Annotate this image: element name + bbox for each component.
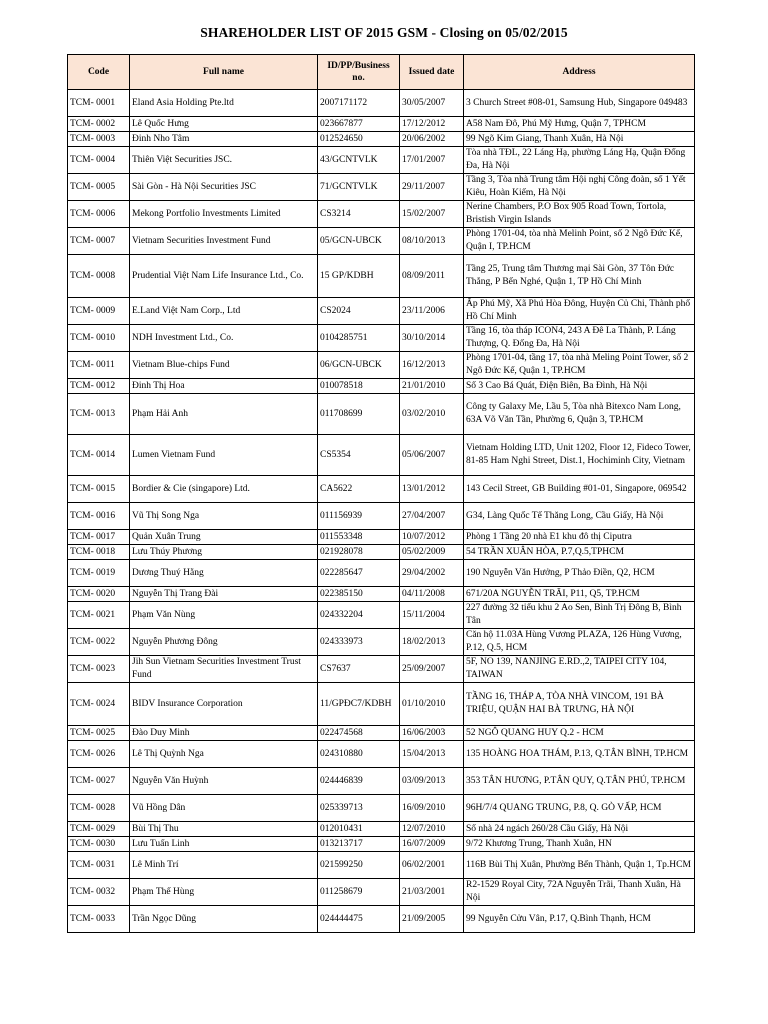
cell-code: TCM- 0009 xyxy=(68,298,130,325)
cell-full-name: Lê Minh Trí xyxy=(130,852,318,879)
cell-id-number: 023667877 xyxy=(318,117,400,132)
table-row xyxy=(68,545,695,560)
table-row xyxy=(68,587,695,602)
cell-id-number: 021928078 xyxy=(318,545,400,560)
cell-full-name: Dương Thuý Hằng xyxy=(130,560,318,587)
header-code: Code xyxy=(68,55,130,90)
cell-code: TCM- 0027 xyxy=(68,768,130,795)
cell-full-name: Trần Ngọc Dũng xyxy=(130,906,318,933)
cell-full-name: Đào Duy Minh xyxy=(130,726,318,741)
cell-code: TCM- 0032 xyxy=(68,879,130,906)
cell-id-number: 024332204 xyxy=(318,602,400,629)
cell-full-name: Vũ Thị Song Nga xyxy=(130,503,318,530)
cell-id-number: 43/GCNTVLK xyxy=(318,147,400,174)
cell-issued-date: 25/09/2007 xyxy=(400,656,464,683)
table-row xyxy=(68,852,695,879)
cell-address: 135 HOÀNG HOA THÁM, P.13, Q.TÂN BÌNH, TP.HCM xyxy=(464,741,695,768)
cell-id-number: 05/GCN-UBCK xyxy=(318,228,400,255)
table-row xyxy=(68,90,695,117)
table-row xyxy=(68,768,695,795)
header-id-number: ID/PP/Business no. xyxy=(318,55,400,90)
cell-code: TCM- 0012 xyxy=(68,379,130,394)
cell-address: 3 Church Street #08-01, Samsung Hub, Singapore 049483 xyxy=(464,90,695,117)
table-row xyxy=(68,726,695,741)
cell-id-number: CS7637 xyxy=(318,656,400,683)
cell-address: Tầng 3, Tòa nhà Trung tâm Hội nghị Công đoàn, số 1 Yết Kiêu, Hoàn Kiếm, Hà Nội xyxy=(464,174,695,201)
cell-code: TCM- 0023 xyxy=(68,656,130,683)
cell-id-number: CA5622 xyxy=(318,476,400,503)
cell-code: TCM- 0016 xyxy=(68,503,130,530)
cell-code: TCM- 0019 xyxy=(68,560,130,587)
cell-issued-date: 04/11/2008 xyxy=(400,587,464,602)
cell-code: TCM- 0020 xyxy=(68,587,130,602)
cell-full-name: Nguyễn Phương Đông xyxy=(130,629,318,656)
cell-issued-date: 20/06/2002 xyxy=(400,132,464,147)
cell-full-name: Prudential Việt Nam Life Insurance Ltd., Co. xyxy=(130,255,318,298)
cell-full-name: Eland Asia Holding Pte.ltd xyxy=(130,90,318,117)
cell-full-name: Đinh Nho Tâm xyxy=(130,132,318,147)
cell-id-number: 013213717 xyxy=(318,837,400,852)
page-title: SHAREHOLDER LIST OF 2015 GSM - Closing on 05/02/2015 xyxy=(200,25,568,40)
cell-id-number: 010078518 xyxy=(318,379,400,394)
cell-id-number: CS5354 xyxy=(318,435,400,476)
table-row xyxy=(68,255,695,298)
cell-code: TCM- 0004 xyxy=(68,147,130,174)
header-full-name: Full name xyxy=(130,55,318,90)
cell-address: Vietnam Holding LTD, Unit 1202, Floor 12, Fideco Tower, 81-85 Ham Nghi Street, Dist.1, Hochiminh City, Vietnam xyxy=(464,435,695,476)
cell-address: Nerine Chambers, P.O Box 905 Road Town, Tortola, Bristish Virgin Islands xyxy=(464,201,695,228)
cell-full-name: Phạm Văn Nùng xyxy=(130,602,318,629)
table-row xyxy=(68,629,695,656)
cell-full-name: NDH Investment Ltd., Co. xyxy=(130,325,318,352)
cell-address: Số 3 Cao Bá Quát, Điện Biên, Ba Đình, Hà Nội xyxy=(464,379,695,394)
cell-address: 227 đường 32 tiểu khu 2 Ao Sen, Bình Trị Đông B, Bình Tân xyxy=(464,602,695,629)
table-row xyxy=(68,530,695,545)
cell-id-number: 011258679 xyxy=(318,879,400,906)
table-row xyxy=(68,325,695,352)
cell-address: Phòng 1701-04, tòa nhà Melinh Point, số 2 Ngô Đức Kế, Quận I, TP.HCM xyxy=(464,228,695,255)
cell-full-name: Mekong Portfolio Investments Limited xyxy=(130,201,318,228)
cell-full-name: Lưu Tuấn Linh xyxy=(130,837,318,852)
table-row xyxy=(68,503,695,530)
table-row xyxy=(68,837,695,852)
cell-issued-date: 21/03/2001 xyxy=(400,879,464,906)
table-row xyxy=(68,394,695,435)
cell-id-number: 011708699 xyxy=(318,394,400,435)
cell-full-name: Lumen Vietnam Fund xyxy=(130,435,318,476)
table-row xyxy=(68,906,695,933)
cell-address: Công ty Galaxy Me, Lầu 5, Tòa nhà Bitexco Nam Long, 63A Võ Văn Tần, Phường 6, Quận 3, TP.HCM xyxy=(464,394,695,435)
cell-code: TCM- 0013 xyxy=(68,394,130,435)
cell-id-number: CS3214 xyxy=(318,201,400,228)
cell-code: TCM- 0024 xyxy=(68,683,130,726)
cell-full-name: Nguyễn Văn Huỳnh xyxy=(130,768,318,795)
cell-code: TCM- 0003 xyxy=(68,132,130,147)
cell-issued-date: 16/09/2010 xyxy=(400,795,464,822)
cell-issued-date: 17/01/2007 xyxy=(400,147,464,174)
cell-full-name: Quản Xuân Trung xyxy=(130,530,318,545)
cell-address: 143 Cecil Street, GB Building #01-01, Singapore, 069542 xyxy=(464,476,695,503)
cell-issued-date: 21/09/2005 xyxy=(400,906,464,933)
cell-code: TCM- 0028 xyxy=(68,795,130,822)
cell-issued-date: 05/06/2007 xyxy=(400,435,464,476)
table-row xyxy=(68,795,695,822)
cell-full-name: Jih Sun Vietnam Securities Investment Trust Fund xyxy=(130,656,318,683)
cell-address: 96H/7/4 QUANG TRUNG, P.8, Q. GÒ VẤP, HCM xyxy=(464,795,695,822)
header-address: Address xyxy=(464,55,695,90)
cell-issued-date: 03/02/2010 xyxy=(400,394,464,435)
cell-full-name: Lê Thị Quỳnh Nga xyxy=(130,741,318,768)
cell-issued-date: 30/05/2007 xyxy=(400,90,464,117)
cell-id-number: 011156939 xyxy=(318,503,400,530)
cell-full-name: Sài Gòn - Hà Nội Securities JSC xyxy=(130,174,318,201)
cell-code: TCM- 0018 xyxy=(68,545,130,560)
cell-id-number: 024446839 xyxy=(318,768,400,795)
cell-issued-date: 08/09/2011 xyxy=(400,255,464,298)
cell-id-number: 012524650 xyxy=(318,132,400,147)
cell-issued-date: 27/04/2007 xyxy=(400,503,464,530)
cell-issued-date: 10/07/2012 xyxy=(400,530,464,545)
cell-code: TCM- 0006 xyxy=(68,201,130,228)
table-row xyxy=(68,879,695,906)
cell-address: 671/20A NGUYỄN TRÃI, P11, Q5, TP.HCM xyxy=(464,587,695,602)
cell-address: G34, Làng Quốc Tế Thăng Long, Cầu Giấy, Hà Nội xyxy=(464,503,695,530)
cell-full-name: Thiên Việt Securities JSC. xyxy=(130,147,318,174)
cell-code: TCM- 0007 xyxy=(68,228,130,255)
cell-issued-date: 29/04/2002 xyxy=(400,560,464,587)
cell-issued-date: 01/10/2010 xyxy=(400,683,464,726)
cell-issued-date: 17/12/2012 xyxy=(400,117,464,132)
cell-id-number: 022285647 xyxy=(318,560,400,587)
cell-code: TCM- 0011 xyxy=(68,352,130,379)
table-row xyxy=(68,174,695,201)
cell-code: TCM- 0010 xyxy=(68,325,130,352)
cell-issued-date: 16/06/2003 xyxy=(400,726,464,741)
cell-id-number: CS2024 xyxy=(318,298,400,325)
cell-address: Ấp Phú Mỹ, Xã Phú Hòa Đông, Huyện Củ Chi, Thành phố Hồ Chí Minh xyxy=(464,298,695,325)
cell-code: TCM- 0001 xyxy=(68,90,130,117)
table-row xyxy=(68,476,695,503)
table-row xyxy=(68,560,695,587)
cell-code: TCM- 0025 xyxy=(68,726,130,741)
cell-id-number: 06/GCN-UBCK xyxy=(318,352,400,379)
cell-issued-date: 30/10/2014 xyxy=(400,325,464,352)
cell-address: 99 Ngõ Kim Giang, Thanh Xuân, Hà Nội xyxy=(464,132,695,147)
cell-address: 99 Nguyễn Cửu Vân, P.17, Q.Bình Thạnh, HCM xyxy=(464,906,695,933)
cell-code: TCM- 0021 xyxy=(68,602,130,629)
cell-address: 52 NGÔ QUANG HUY Q.2 - HCM xyxy=(464,726,695,741)
cell-code: TCM- 0029 xyxy=(68,822,130,837)
cell-id-number: 71/GCNTVLK xyxy=(318,174,400,201)
cell-issued-date: 16/12/2013 xyxy=(400,352,464,379)
cell-full-name: Đinh Thị Hoa xyxy=(130,379,318,394)
cell-code: TCM- 0005 xyxy=(68,174,130,201)
table-row xyxy=(68,147,695,174)
table-row xyxy=(68,352,695,379)
cell-id-number: 024333973 xyxy=(318,629,400,656)
cell-full-name: Bùi Thị Thu xyxy=(130,822,318,837)
cell-issued-date: 18/02/2013 xyxy=(400,629,464,656)
table-row xyxy=(68,117,695,132)
table-row xyxy=(68,435,695,476)
cell-id-number: 012010431 xyxy=(318,822,400,837)
cell-issued-date: 29/11/2007 xyxy=(400,174,464,201)
cell-address: TẦNG 16, THÁP A, TÒA NHÀ VINCOM, 191 BÀ TRIỆU, QUẬN HAI BÀ TRƯNG, HÀ NỘI xyxy=(464,683,695,726)
cell-full-name: Phạm Hải Anh xyxy=(130,394,318,435)
cell-code: TCM- 0017 xyxy=(68,530,130,545)
cell-code: TCM- 0026 xyxy=(68,741,130,768)
cell-id-number: 15 GP/KDBH xyxy=(318,255,400,298)
table-row xyxy=(68,656,695,683)
table-row xyxy=(68,683,695,726)
cell-code: TCM- 0002 xyxy=(68,117,130,132)
table-row xyxy=(68,132,695,147)
cell-address: 116B Bùi Thị Xuân, Phường Bến Thành, Quận 1, Tp.HCM xyxy=(464,852,695,879)
cell-address: Tòa nhà TĐL, 22 Láng Hạ, phường Láng Hạ, Quận Đống Đa, Hà Nội xyxy=(464,147,695,174)
cell-address: Căn hộ 11.03A Hùng Vương PLAZA, 126 Hùng Vương, P.12, Q.5, HCM xyxy=(464,629,695,656)
cell-address: Phòng 1 Tầng 20 nhà E1 khu đô thị Ciputra xyxy=(464,530,695,545)
cell-issued-date: 08/10/2013 xyxy=(400,228,464,255)
cell-full-name: Phạm Thế Hùng xyxy=(130,879,318,906)
cell-issued-date: 13/01/2012 xyxy=(400,476,464,503)
table-row xyxy=(68,822,695,837)
cell-full-name: BIDV Insurance Corporation xyxy=(130,683,318,726)
table-row xyxy=(68,228,695,255)
cell-issued-date: 12/07/2010 xyxy=(400,822,464,837)
cell-id-number: 2007171172 xyxy=(318,90,400,117)
cell-issued-date: 15/11/2004 xyxy=(400,602,464,629)
cell-issued-date: 03/09/2013 xyxy=(400,768,464,795)
cell-issued-date: 06/02/2001 xyxy=(400,852,464,879)
cell-issued-date: 15/04/2013 xyxy=(400,741,464,768)
cell-full-name: Lê Quốc Hưng xyxy=(130,117,318,132)
cell-code: TCM- 0033 xyxy=(68,906,130,933)
cell-code: TCM- 0022 xyxy=(68,629,130,656)
cell-issued-date: 21/01/2010 xyxy=(400,379,464,394)
table-row xyxy=(68,602,695,629)
cell-id-number: 022474568 xyxy=(318,726,400,741)
cell-full-name: Vietnam Blue-chips Fund xyxy=(130,352,318,379)
cell-address: 353 TÂN HƯƠNG, P.TÂN QUY, Q.TÂN PHÚ, TP.HCM xyxy=(464,768,695,795)
cell-issued-date: 05/02/2009 xyxy=(400,545,464,560)
cell-code: TCM- 0030 xyxy=(68,837,130,852)
cell-full-name: Vũ Hồng Dân xyxy=(130,795,318,822)
table-row xyxy=(68,741,695,768)
cell-full-name: Bordier & Cie (singapore) Ltd. xyxy=(130,476,318,503)
cell-address: A58 Nam Đô, Phú Mỹ Hưng, Quận 7, TPHCM xyxy=(464,117,695,132)
cell-id-number: 025339713 xyxy=(318,795,400,822)
cell-address: Phòng 1701-04, tầng 17, tòa nhà Meling Point Tower, số 2 Ngô Đức Kế, Quận 1, TP.HCM xyxy=(464,352,695,379)
cell-code: TCM- 0014 xyxy=(68,435,130,476)
cell-address: 9/72 Khương Trung, Thanh Xuân, HN xyxy=(464,837,695,852)
cell-full-name: E.Land Việt Nam Corp., Ltd xyxy=(130,298,318,325)
cell-id-number: 024310880 xyxy=(318,741,400,768)
table-row xyxy=(68,298,695,325)
header-issued-date: Issued date xyxy=(400,55,464,90)
cell-full-name: Nguyễn Thị Trang Đài xyxy=(130,587,318,602)
cell-id-number: 022385150 xyxy=(318,587,400,602)
table-header-row xyxy=(68,55,695,90)
cell-address: 54 TRẦN XUÂN HÒA, P.7,Q.5,TPHCM xyxy=(464,545,695,560)
cell-issued-date: 16/07/2009 xyxy=(400,837,464,852)
cell-address: Tầng 25, Trung tâm Thương mại Sài Gòn, 37 Tôn Đức Thắng, P Bến Nghé, Quận 1, TP Hồ Chí Minh xyxy=(464,255,695,298)
shareholder-table xyxy=(67,54,695,933)
cell-id-number: 024444475 xyxy=(318,906,400,933)
cell-id-number: 021599250 xyxy=(318,852,400,879)
cell-full-name: Lưu Thúy Phương xyxy=(130,545,318,560)
cell-address: Tầng 16, tòa tháp ICON4, 243 A Đê La Thành, P. Láng Thượng, Q. Đống Đa, Hà Nội xyxy=(464,325,695,352)
cell-id-number: 011553348 xyxy=(318,530,400,545)
cell-code: TCM- 0008 xyxy=(68,255,130,298)
cell-code: TCM- 0031 xyxy=(68,852,130,879)
cell-code: TCM- 0015 xyxy=(68,476,130,503)
cell-issued-date: 23/11/2006 xyxy=(400,298,464,325)
cell-issued-date: 15/02/2007 xyxy=(400,201,464,228)
cell-address: 190 Nguyễn Văn Hưởng, P Thảo Điền, Q2, HCM xyxy=(464,560,695,587)
cell-address: R2-1529 Royal City, 72A Nguyễn Trãi, Thanh Xuân, Hà Nội xyxy=(464,879,695,906)
cell-address: 5F, NO 139, NANJING E.RD.,2, TAIPEI CITY 104, TAIWAN xyxy=(464,656,695,683)
cell-id-number: 0104285751 xyxy=(318,325,400,352)
cell-full-name: Vietnam Securities Investment Fund xyxy=(130,228,318,255)
cell-id-number: 11/GPĐC7/KDBH xyxy=(318,683,400,726)
cell-address: Số nhà 24 ngách 260/28 Cầu Giấy, Hà Nội xyxy=(464,822,695,837)
table-row xyxy=(68,201,695,228)
table-row xyxy=(68,379,695,394)
